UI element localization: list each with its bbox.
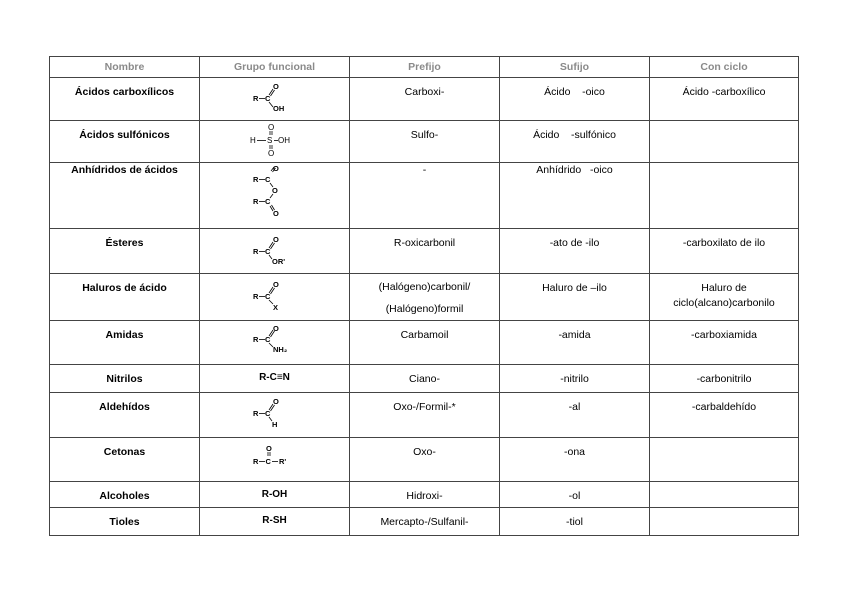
header-suffix: Sufijo (500, 57, 650, 78)
table-row (50, 274, 799, 321)
row-name: Haluros de ácido (82, 282, 167, 294)
formula-label: O (272, 164, 279, 173)
header-prefix: Prefijo (350, 57, 500, 78)
header-row (50, 57, 799, 78)
ester-formula (245, 229, 305, 269)
formula-label: R (252, 457, 258, 466)
row-prefix: Sulfo- (410, 129, 439, 141)
row-ring: -carboxiamida (691, 329, 757, 341)
formula-label: C (264, 409, 270, 418)
row-suffix: -ol (568, 490, 581, 502)
row-name: Tioles (109, 516, 140, 528)
row-prefix: R-oxicarbonil (393, 237, 456, 249)
formula-label: O (272, 209, 279, 218)
row-suffix: Ácido -oico (544, 86, 605, 98)
row-suffix: Ácido -sulfónico (533, 129, 616, 141)
row-suffix: -ona (563, 446, 585, 458)
row-suffix: -ato de -ilo (549, 237, 600, 249)
formula-label: O (265, 444, 272, 453)
formula-label: O (272, 280, 279, 289)
formula-label: C (264, 335, 270, 344)
row-prefix: Carbamoil (400, 329, 449, 341)
formula-label: R (252, 409, 258, 418)
formula-label: O (272, 82, 279, 91)
table-row (50, 482, 799, 508)
formula-label: O (267, 123, 274, 132)
formula-label: O (271, 186, 278, 195)
formula-label: C (265, 457, 271, 466)
row-ring: -carbaldehído (691, 401, 757, 413)
nitrile-formula: R-C≡N (259, 372, 290, 383)
formula-label: R (252, 197, 258, 206)
formula-label: OH (272, 104, 284, 113)
formula-label: R (252, 292, 258, 301)
row-ring-line: ciclo(alcano)carbonilo (673, 297, 775, 309)
formula-label: R' (278, 457, 286, 466)
header-ring: Con ciclo (650, 57, 799, 78)
row-name: Anhídridos de ácidos (71, 164, 178, 176)
row-prefix: Oxo- (413, 446, 436, 458)
table-row (50, 163, 799, 229)
formula-label: O (272, 397, 279, 406)
row-suffix: -tiol (566, 516, 583, 528)
alcohol-formula: R-OH (261, 489, 288, 500)
table-row (50, 365, 799, 393)
formula-label: R (252, 175, 258, 184)
formula-label: O (272, 324, 279, 333)
thiol-formula: R-SH (262, 515, 287, 526)
formula-label: OR' (271, 257, 285, 266)
formula-label: C (264, 94, 270, 103)
row-name: Nitrilos (106, 373, 143, 385)
row-ring (650, 482, 798, 489)
row-name: Cetonas (103, 446, 146, 458)
formula-label: S (266, 136, 272, 145)
formula-label: R (252, 247, 258, 256)
row-prefix: Ciano- (409, 373, 440, 385)
row-ring (650, 438, 798, 445)
row-name: Amidas (105, 329, 144, 341)
table-row (50, 508, 799, 536)
formula-label: C (264, 197, 270, 206)
row-ring (650, 121, 798, 128)
row-suffix: -amida (558, 329, 591, 341)
row-ring: Ácido -carboxílico (682, 86, 766, 98)
row-prefix: Carboxi- (404, 86, 445, 98)
row-suffix: Anhídrido -oico (536, 164, 613, 176)
anhydride-formula (245, 163, 305, 225)
row-suffix: -nitrilo (560, 373, 589, 385)
table-row (50, 78, 799, 121)
row-ring (650, 508, 798, 515)
row-ring (650, 163, 798, 170)
formula-label: C (264, 247, 270, 256)
header-name: Nombre (50, 57, 200, 78)
row-prefix: - (422, 164, 427, 176)
formula-label: O (272, 235, 279, 244)
table-row (50, 321, 799, 365)
formula-label: C (264, 175, 270, 184)
aldehyde-formula (245, 393, 305, 433)
row-name: Ácidos carboxílicos (74, 86, 175, 98)
formula-label: H (271, 420, 277, 429)
formula-label: OH (277, 136, 290, 145)
ketone-formula (245, 438, 305, 478)
formula-label: H (249, 136, 256, 145)
row-prefix: Hidroxi- (406, 490, 443, 502)
functional-groups-table (49, 56, 799, 536)
row-ring: -carboxilato de ilo (682, 237, 766, 249)
row-name: Aldehídos (99, 401, 150, 413)
acid-halide-formula (245, 274, 305, 314)
table-row (50, 121, 799, 163)
row-name: Alcoholes (99, 490, 150, 502)
row-prefix-line: (Halógeno)formil (385, 303, 464, 315)
formula-label: R (252, 94, 258, 103)
sulfonic-acid-formula (245, 121, 305, 161)
row-name: Ésteres (105, 237, 144, 249)
row-ring-line: Haluro de (701, 282, 747, 294)
formula-label: X (272, 303, 278, 312)
row-prefix: Mercapto-/Sulfanil- (380, 516, 469, 528)
amide-formula (245, 321, 305, 361)
header-functional-group: Grupo funcional (200, 57, 350, 78)
table-row (50, 229, 799, 274)
row-suffix: Haluro de –ilo (542, 282, 607, 294)
row-ring: -carbonitrilo (696, 373, 752, 385)
row-prefix: Oxo-/Formil-* (393, 401, 456, 413)
formula-label: R (252, 335, 258, 344)
row-name: Ácidos sulfónicos (79, 129, 170, 141)
row-suffix: -al (568, 401, 581, 413)
row-prefix-line: (Halógeno)carbonil/ (378, 281, 471, 293)
table-row (50, 438, 799, 482)
formula-label: O (267, 149, 274, 158)
formula-label: NH₂ (272, 345, 287, 354)
table-row (50, 393, 799, 438)
carboxylic-acid-formula (245, 78, 305, 118)
formula-label: C (264, 292, 270, 301)
